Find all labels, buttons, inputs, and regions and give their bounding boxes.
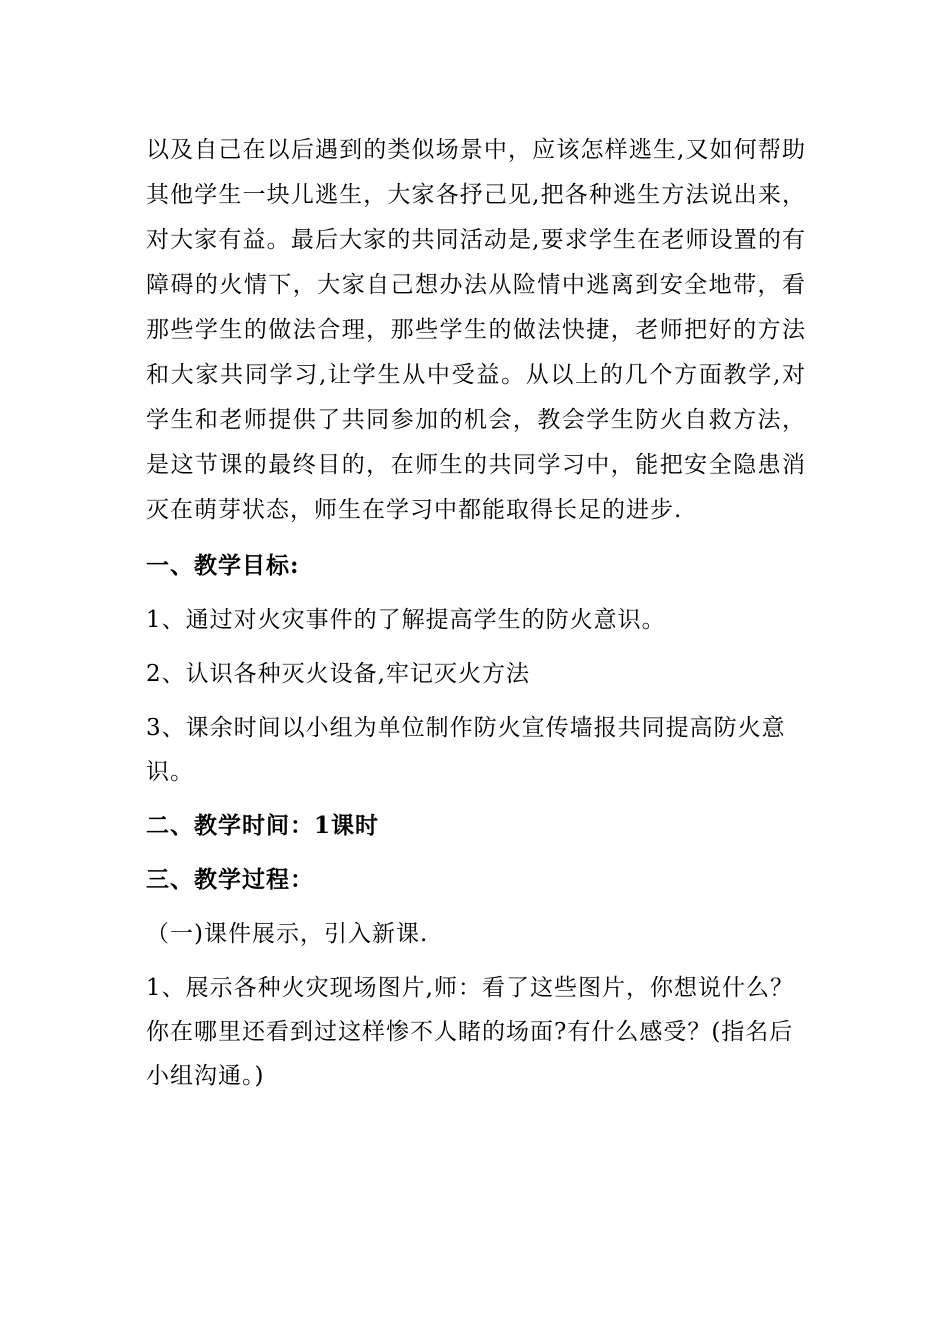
process-step-1: 1、展示各种火灾现场图片,师：看了这些图片，你想说什么？你在哪里还看到过这样惨不人睹的场面?有什么感受？(指名后小组沟通。) [146, 975, 794, 1089]
spacer [146, 956, 806, 966]
spacer [146, 794, 806, 804]
spacer [146, 902, 806, 912]
heading-teaching-process: 三、教学过程： [146, 866, 314, 893]
process-section-title: （一)课件展示，引入新课. [146, 921, 429, 947]
goal-item-2: 2、认识各种灭火设备,牢记灭火方法 [146, 661, 530, 687]
document-body [146, 128, 806, 1098]
intro-paragraph: 以及自己在以后遇到的类似场景中，应该怎样逃生,又如何帮助其他学生一块儿逃生，大家各抒己见,把各种逃生方法说出来，对大家有益。最后大家的共同活动是,要求学生在老师设置的有障碍的火情下，大家自己想办法从险情中逃离到安全地带，看那些学生的做法合理，那些学生的做法快捷，老师把好的方法和大家共同学习,让学生从中受益。从以上的几个方面教学,对学生和老师提供了共同参加的机会，教会学生防火自救方法，是这节课的最终目的，在师生的共同学习中，能把安全隐患消灭在萌芽状态，师生在学习中都能取得长足的进步. [146, 137, 806, 523]
spacer [146, 696, 806, 706]
spacer [146, 533, 806, 544]
heading-teaching-goals: 一、教学目标: [146, 552, 300, 579]
goal-item-1: 1、通过对火灾事件的了解提高学生的防火意识。 [146, 607, 666, 633]
spacer [146, 642, 806, 652]
heading-teaching-time: 二、教学时间：1课时 [146, 812, 380, 839]
goal-item-3: 3、课余时间以小组为单位制作防火宣传墙报共同提高防火意识。 [146, 715, 786, 785]
spacer [146, 848, 806, 858]
spacer [146, 588, 806, 598]
